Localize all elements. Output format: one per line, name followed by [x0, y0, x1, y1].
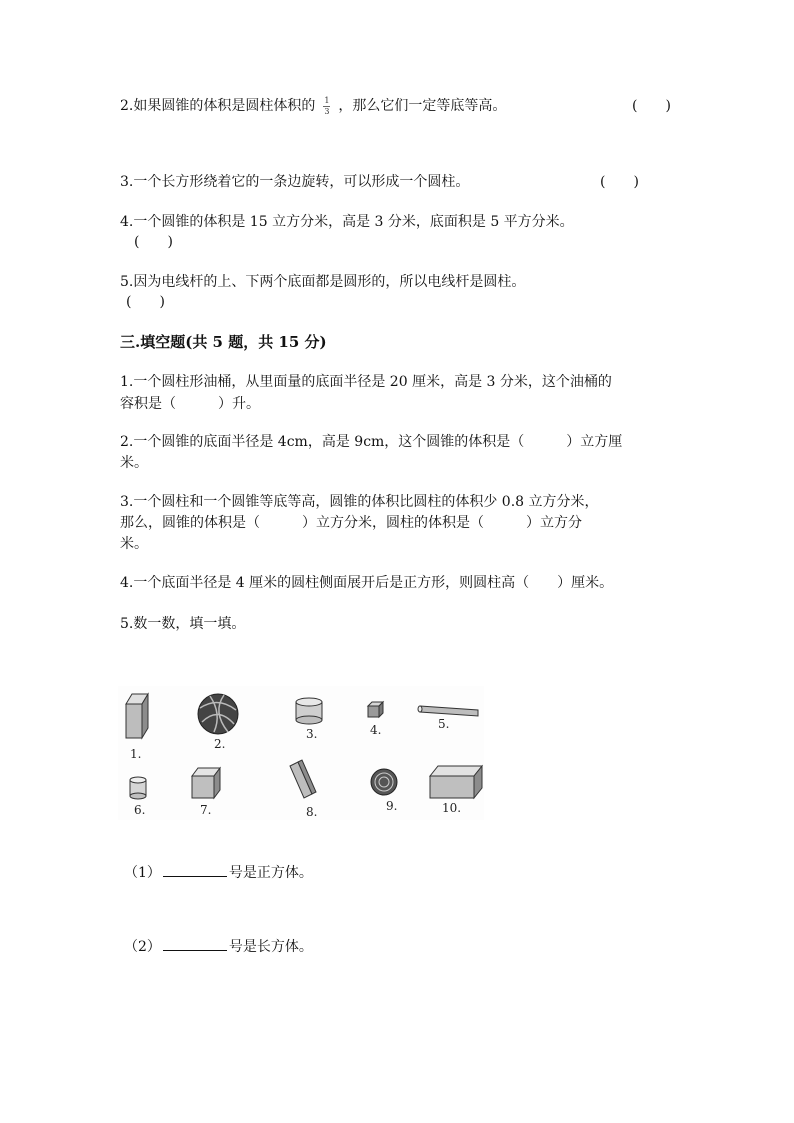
pole-icon — [418, 706, 478, 716]
fill-q3-line3: 米。 — [120, 536, 148, 552]
fill-q2-line2: 米。 — [120, 455, 148, 471]
wide-cuboid-icon — [430, 766, 482, 798]
figure-label-4: 4. — [370, 723, 382, 737]
figure-label-9: 9. — [386, 799, 398, 813]
sub2-suffix: 号是长方体。 — [228, 939, 313, 955]
figure-label-3: 3. — [306, 727, 318, 741]
sub-question-1 — [124, 862, 313, 883]
judge-q5-text: 5.因为电线杆的上、下两个底面都是圆形的，所以电线杆是圆柱。 — [120, 274, 526, 290]
judge-q3-text: 3.一个长方形绕着它的一条边旋转，可以形成一个圆柱。 — [120, 174, 470, 190]
ball-icon — [198, 694, 238, 734]
judge-q2 — [120, 96, 506, 116]
coil-icon — [371, 769, 397, 795]
figure-label-8: 8. — [306, 805, 318, 819]
sub2-prefix: （2） — [124, 939, 161, 955]
figure-label-5: 5. — [438, 717, 450, 731]
sub1-suffix: 号是正方体。 — [228, 865, 313, 881]
tall-cuboid-icon — [126, 694, 148, 738]
fill-q5-line1: 5.数一数，填一填。 — [120, 616, 246, 632]
judge-q4-text: 4.一个圆锥的体积是 15 立方分米，高是 3 分米，底面积是 5 平方分米。 — [120, 214, 574, 230]
fill-q1-line1: 1.一个圆柱形油桶，从里面量的底面半径是 20 厘米，高是 3 分米，这个油桶的 — [120, 374, 612, 390]
sub1-prefix: （1） — [124, 865, 161, 881]
sub1-answer-blank[interactable] — [163, 862, 227, 877]
fraction-one-third: $\frac{1}{3}$ — [324, 95, 330, 116]
judge-q2-text-a: 2.如果圆锥的体积是圆柱体积的 — [120, 98, 316, 114]
fill-q4-line1: 4.一个底面半径是 4 厘米的圆柱侧面展开后是正方形，则圆柱高（ ）厘米。 — [120, 575, 614, 591]
section-title: 三.填空题(共 5 题，共 15 分) — [120, 333, 327, 351]
small-cylinder-icon — [130, 777, 146, 799]
small-cube-icon — [368, 702, 383, 717]
figure-label-1: 1. — [130, 747, 142, 761]
sub2-answer-blank[interactable] — [163, 936, 227, 951]
solids-figure — [118, 686, 484, 820]
tilted-cuboid-icon — [290, 760, 316, 798]
judge-q4-answer-paren[interactable]: ( ) — [134, 234, 173, 250]
cube-icon — [192, 768, 220, 798]
judge-q5-answer-paren[interactable]: ( ) — [126, 294, 165, 310]
fill-q3-line1: 3.一个圆柱和一个圆锥等底等高，圆锥的体积比圆柱的体积少 0.8 立方分米， — [120, 494, 599, 510]
judge-q2-answer-paren[interactable]: ( ) — [632, 98, 671, 114]
judge-q3-answer-paren[interactable]: ( ) — [600, 174, 639, 190]
fill-q3-line2: 那么，圆锥的体积是（ ）立方分米，圆柱的体积是（ ）立方分 — [120, 515, 582, 531]
fill-q1-line2: 容积是（ ）升。 — [120, 396, 260, 412]
fill-q2-line1: 2.一个圆锥的底面半径是 4cm，高是 9cm，这个圆锥的体积是（ ）立方厘 — [120, 434, 623, 450]
cylinder-icon — [296, 698, 322, 724]
figure-label-6: 6. — [134, 803, 146, 817]
judge-q2-text-b: ，那么它们一定等底等高。 — [338, 98, 507, 114]
figure-label-2: 2. — [214, 737, 226, 751]
figure-label-10: 10. — [442, 801, 462, 815]
figure-label-7: 7. — [200, 803, 212, 817]
sub-question-2 — [124, 936, 313, 957]
solids-illustration — [118, 686, 484, 820]
